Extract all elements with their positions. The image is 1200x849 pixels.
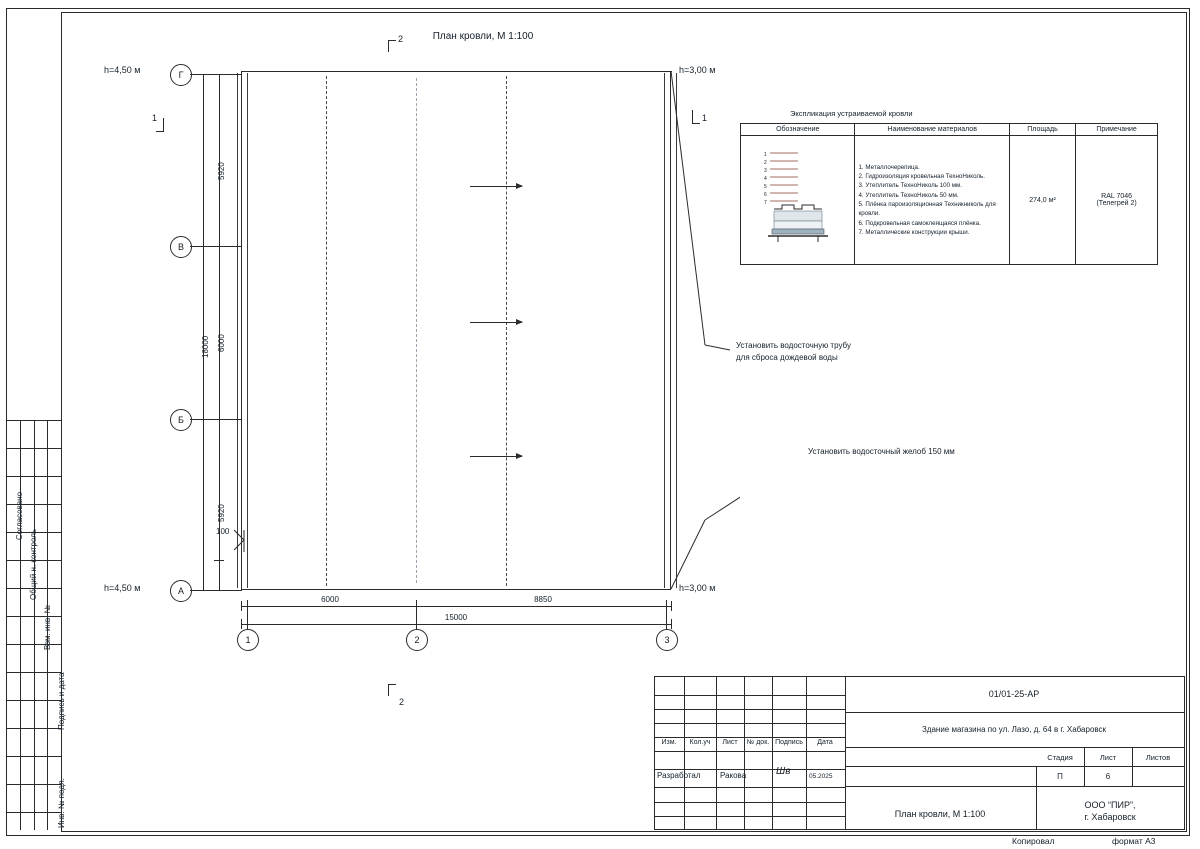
- axis-marker-3: 3: [656, 629, 678, 651]
- tb-role-razrabotal: Разработал: [657, 771, 701, 780]
- parapet-detail-icon: [230, 528, 260, 558]
- dim-v-total-18000: 18000: [201, 335, 210, 358]
- material-7: 7. Металлические конструкции крыши.: [858, 228, 970, 236]
- dim-v-5920-top: 5920: [217, 162, 226, 180]
- explication-note-value: [1076, 136, 1158, 265]
- material-6: 6. Подкровельная самоклеящаяся плёнка.: [858, 219, 981, 227]
- downspout-leader-lines: [600, 60, 740, 600]
- roof-layers-section-icon: [748, 143, 848, 255]
- dim-h-total-15000: 15000: [444, 613, 468, 622]
- tb-col-list: Лист: [722, 739, 738, 746]
- dim-v-5920-bottom: 5920: [217, 504, 226, 522]
- footer-format: формат А3: [1112, 836, 1156, 846]
- height-mark-bottom-left: h=4,50 м: [104, 583, 141, 593]
- callout-gutter: Установить водосточный желоб 150 мм: [808, 447, 955, 456]
- tb-list-header: Лист: [1099, 753, 1117, 762]
- tb-org-line1: ООО “ПИР”,: [1084, 800, 1136, 810]
- tb-name-rakova: Ракова: [720, 771, 747, 780]
- tb-listov-header: Листов: [1145, 753, 1171, 762]
- slope-arrow-3: [470, 456, 522, 457]
- dim-h-6000: 6000: [321, 595, 339, 604]
- footer-kopiroval: Копировал: [1012, 836, 1055, 846]
- axis-marker-v: В: [170, 236, 192, 258]
- title-block: [654, 676, 1185, 830]
- svg-text:1: 1: [763, 152, 767, 158]
- explication-layers-diagram: [741, 136, 855, 265]
- explication-note-line2: (Телегрей 2): [1096, 200, 1137, 207]
- material-2: 2. Гидроизоляция кровельная ТехноНиколь.: [858, 173, 985, 181]
- callout-downspout-line1: Установить водосточную трубу: [736, 341, 851, 350]
- tb-signature: Шв: [776, 766, 791, 777]
- section-mark-2-bottom-label: 2: [399, 697, 405, 707]
- axis-marker-g: Г: [170, 64, 192, 86]
- axis-marker-b: Б: [170, 409, 192, 431]
- margin-label-podpis-data: Подпись и дата: [57, 672, 66, 730]
- explication-title: Экспликация устраиваемой кровли: [790, 109, 913, 118]
- tb-sheet-name: План кровли, М 1:100: [894, 809, 986, 819]
- dim-h-8850: 8850: [534, 595, 552, 604]
- slope-arrow-1: [470, 186, 522, 187]
- explication-note-line1: RAL 7046: [1101, 193, 1133, 200]
- tb-col-koluch: Кол.уч: [689, 739, 711, 746]
- dim-v-6000: 6000: [217, 334, 226, 352]
- svg-text:2: 2: [763, 160, 767, 166]
- height-mark-bottom-right: h=3,00 м: [679, 583, 716, 593]
- height-mark-top-right: h=3,00 м: [679, 65, 716, 75]
- explication-materials-list: [855, 136, 1009, 265]
- explication-header-materials: Наименование материалов: [855, 124, 1009, 136]
- tb-list-value: 6: [1105, 772, 1111, 781]
- margin-label-inv-podl: Инв. № подл.: [57, 778, 66, 828]
- callout-downspout-line2: для сброса дождевой воды: [736, 353, 838, 362]
- plan-title: План кровли, М 1:100: [432, 31, 534, 42]
- material-5: 5. Плёнка пароизоляционная Техникниколь для кровли.: [858, 201, 996, 218]
- tb-stage-header: Стадия: [1047, 753, 1073, 762]
- explication-header-designation: Обозначение: [741, 124, 855, 136]
- svg-text:4: 4: [763, 176, 767, 182]
- tb-stage-value: П: [1057, 772, 1063, 781]
- svg-text:7: 7: [763, 200, 767, 206]
- height-mark-top-left: h=4,50 м: [104, 65, 141, 75]
- explication-header-area: Площадь: [1009, 124, 1075, 136]
- section-mark-1-left-label: 1: [152, 113, 158, 123]
- tb-col-podpis: Подпись: [775, 739, 803, 746]
- dim-v-100: 100: [216, 527, 230, 536]
- margin-label-soglasovano: Согласовано: [15, 491, 24, 540]
- tb-date: 05.2025: [809, 773, 833, 780]
- svg-text:3: 3: [763, 168, 767, 174]
- axis-marker-2: 2: [406, 629, 428, 651]
- margin-label-vzm-inv: Взм. инв. №: [43, 604, 52, 650]
- section-mark-1-right-label: 1: [702, 113, 708, 123]
- svg-text:6: 6: [763, 192, 767, 198]
- section-mark-2-top-label: 2: [398, 34, 404, 44]
- explication-header-row: [741, 124, 1158, 136]
- explication-table: [740, 123, 1158, 265]
- margin-label-obshiy-kontrol: Общий н. контроль: [29, 528, 38, 600]
- tb-object-name: Здание магазина по ул. Лазо, д. 64 в г. Хабаровск: [921, 725, 1107, 734]
- axis-marker-1: 1: [237, 629, 259, 651]
- svg-text:5: 5: [763, 184, 767, 190]
- tb-doc-code: 01/01-25-АР: [988, 689, 1040, 699]
- material-4: 4. Утеплитель ТехноНиколь 50 мм.: [858, 191, 959, 199]
- explication-header-note: Примечание: [1076, 124, 1158, 136]
- tb-col-ndok: № док.: [746, 739, 770, 746]
- tb-col-data: Дата: [817, 739, 833, 746]
- axis-marker-a: А: [170, 580, 192, 602]
- tb-col-izm: Изм.: [661, 739, 677, 746]
- material-1: 1. Металлочерепица.: [858, 163, 920, 171]
- material-3: 3. Утеплитель ТехноНиколь 100 мм.: [858, 182, 962, 190]
- explication-area-value: 274,0 м²: [1009, 136, 1075, 265]
- tb-org-line2: г. Хабаровск: [1084, 812, 1136, 822]
- slope-arrow-2: [470, 322, 522, 323]
- explication-data-row: [741, 136, 1158, 265]
